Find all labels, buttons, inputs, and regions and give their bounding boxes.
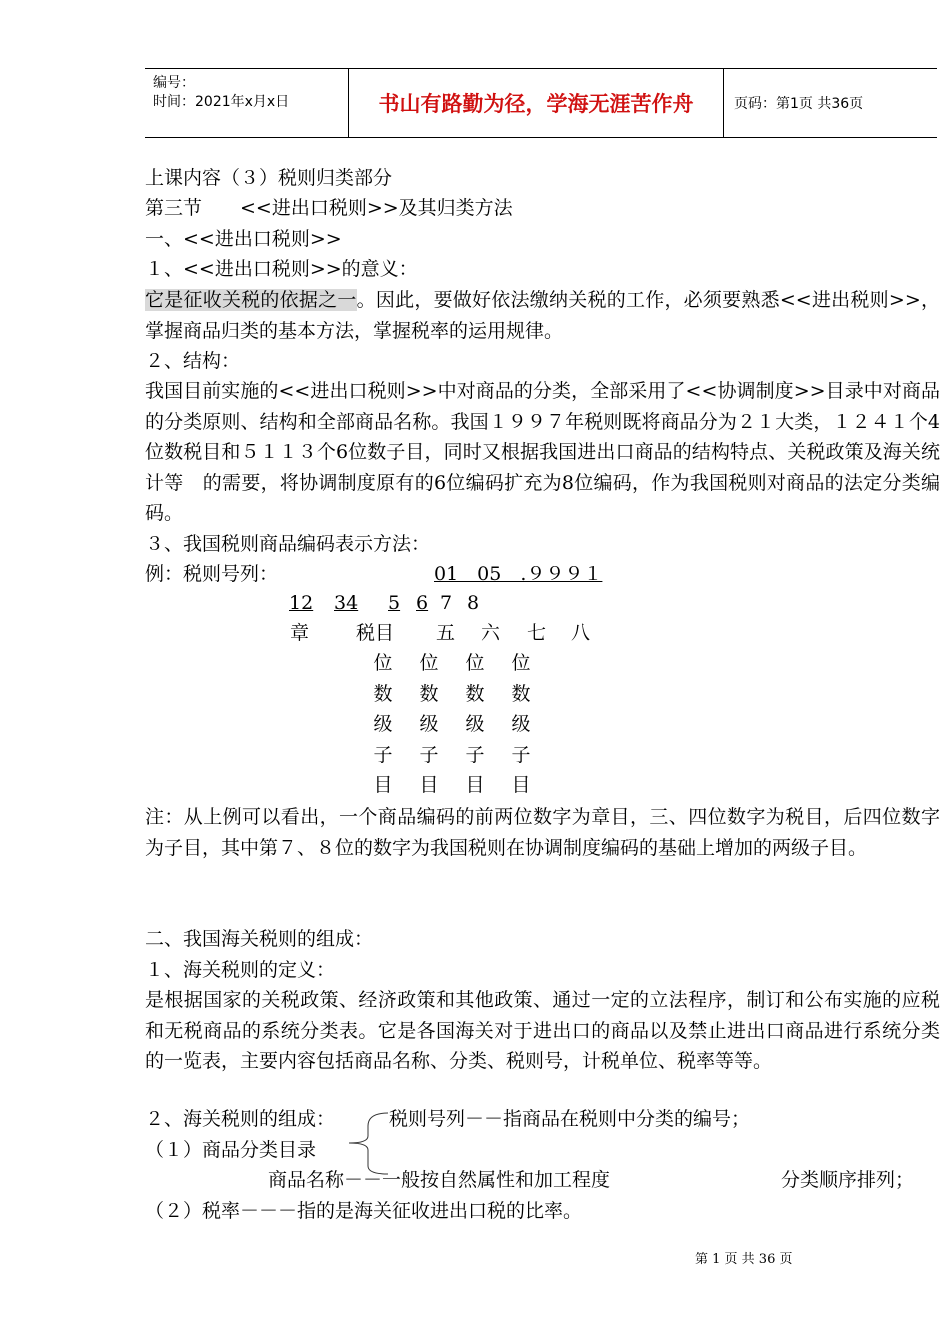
header-meta bbox=[145, 69, 348, 137]
grid-cell: 子 bbox=[511, 743, 531, 766]
commodity-name-definition: 商品名称－－一般按自然属性和加工程度 bbox=[268, 1169, 611, 1191]
grid-cell: 数 bbox=[373, 682, 393, 705]
label-heading: 税目 bbox=[356, 622, 395, 644]
grid-cell: 位 bbox=[465, 652, 485, 674]
heading-1: 一、<<进出口税则>> bbox=[145, 228, 342, 250]
header-motto: 书山有路勤为径，学海无涯苦作舟 bbox=[348, 69, 724, 137]
header-date: 时间：2021年x月x日 bbox=[153, 94, 290, 110]
header-number: 编号： bbox=[153, 75, 195, 91]
digit-7: 7 bbox=[440, 592, 453, 614]
tariff-number-definition: 税则号列－－指商品在税则中分类的编号； bbox=[389, 1108, 751, 1130]
paragraph-meaning bbox=[145, 285, 940, 346]
classification-order: 分类顺序排列； bbox=[781, 1169, 915, 1191]
grid-cell: 位 bbox=[373, 652, 393, 674]
example-label: 例：税则号列： bbox=[145, 563, 279, 585]
tax-rate-definition: （２）税率－－－指的是海关征收进出口税的比率。 bbox=[145, 1200, 583, 1222]
highlighted-text: 它是征收关税的依据之一 bbox=[145, 289, 357, 311]
grid-cell: 级 bbox=[373, 713, 393, 735]
label-six: 六 bbox=[481, 622, 501, 644]
subheading-vertical-labels bbox=[360, 648, 544, 801]
document-header bbox=[145, 68, 937, 138]
lesson-title: 上课内容（３）税则归类部分 bbox=[145, 167, 393, 189]
grid-cell: 数 bbox=[419, 682, 439, 705]
grid-cell: 级 bbox=[511, 713, 531, 735]
digit-12: 12 bbox=[289, 592, 314, 614]
grid-cell: 级 bbox=[419, 713, 439, 735]
grid-cell: 数 bbox=[465, 682, 485, 705]
grid-cell: 子 bbox=[419, 743, 439, 766]
paragraph-definition: 是根据国家的关税政策、经济政策和其他政策、通过一定的立法程序，制订和公布实施的应税和无税商品的系统分类表。它是各国海关对于进出口的商品以及禁止进出口商品进行系统分类的一览表，主要内容包括商品名称、分类、税则号，计税单位、税率等等。 bbox=[145, 989, 940, 1072]
grid-cell: 目 bbox=[465, 774, 485, 796]
grid-cell: 目 bbox=[373, 774, 393, 796]
paragraph-note: 注：从上例可以看出，一个商品编码的前两位数字为章目，三、四位数字为税目，后四位数字为子目，其中第７、８位的数字为我国税则在协调制度编码的基础上增加的两级子目。 bbox=[145, 806, 940, 859]
grid-cell: 目 bbox=[419, 774, 439, 796]
heading-1-2: ２、结构： bbox=[145, 350, 241, 372]
heading-2-2: ２、海关税则的组成： bbox=[145, 1108, 336, 1130]
label-five: 五 bbox=[436, 622, 456, 644]
curly-brace-icon bbox=[343, 1108, 393, 1178]
label-eight: 八 bbox=[571, 622, 591, 644]
header-page-code: 页码：第1页 共36页 bbox=[734, 96, 864, 112]
heading-2: 二、我国海关税则的组成： bbox=[145, 928, 374, 950]
heading-1-3: ３、我国税则商品编码表示方法： bbox=[145, 533, 431, 555]
grid-cell: 级 bbox=[465, 713, 485, 735]
digit-8: 8 bbox=[467, 592, 480, 614]
page-footer: 第 1 页 共 36 页 bbox=[695, 1252, 793, 1267]
grid-cell: 目 bbox=[511, 774, 531, 796]
grid-cell: 子 bbox=[373, 743, 393, 766]
commodity-classification: （１）商品分类目录 bbox=[145, 1139, 317, 1161]
grid-cell: 位 bbox=[419, 652, 439, 674]
grid-cell: 数 bbox=[511, 682, 531, 705]
label-seven: 七 bbox=[527, 622, 547, 644]
grid-cell: 位 bbox=[511, 652, 531, 674]
example-code: 01 05 .９９９１ bbox=[434, 563, 603, 585]
heading-2-1: １、海关税则的定义： bbox=[145, 959, 336, 981]
digit-34: 34 bbox=[334, 592, 359, 614]
heading-1-1: １、<<进出口税则>>的意义： bbox=[145, 258, 418, 280]
digit-6: 6 bbox=[416, 592, 429, 614]
label-chapter: 章 bbox=[290, 622, 310, 644]
paragraph-structure: 我国目前实施的<<进出口税则>>中对商品的分类，全部采用了<<协调制度>>目录中对商品的分类原则、结构和全部商品名称。我国１９９７年税则既将商品分为２１大类，１２４１个4位数税目和５１１３个6位数子目，同时又根据我国进出口商品的结构特点、关税政策及海关统计等 的需要，将协调制度原有的6位编码扩充为8位编码，作为我国税则对商品的法定分类编码。 bbox=[145, 380, 940, 524]
digit-5: 5 bbox=[388, 592, 401, 614]
grid-cell: 子 bbox=[465, 743, 485, 766]
section-title: 第三节 <<进出口税则>>及其归类方法 bbox=[145, 197, 513, 219]
paragraph-meaning-rest: 。因此，要做好依法缴纳关税的工作，必须要熟悉<<进出税则>>，掌握商品归类的基本方法，掌握税率的运用规律。 bbox=[145, 289, 940, 342]
